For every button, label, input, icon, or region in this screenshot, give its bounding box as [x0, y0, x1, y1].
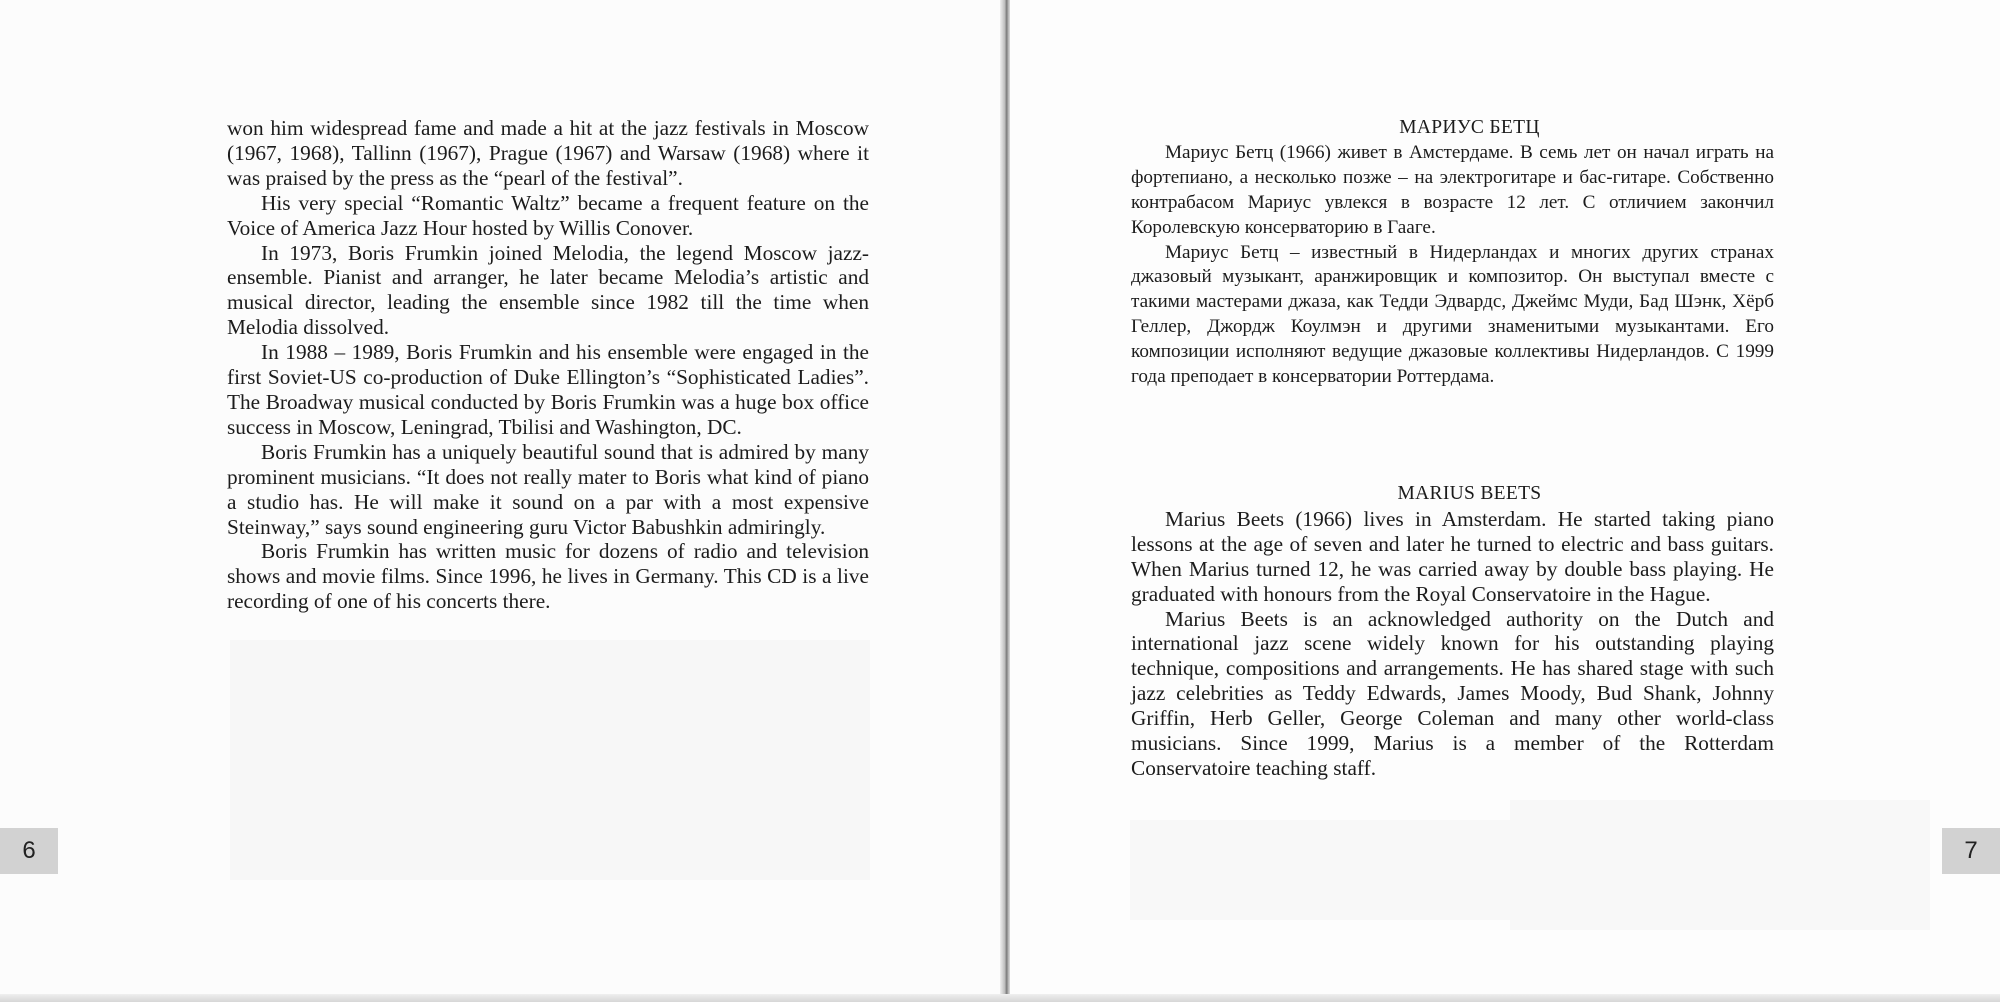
show-through-shadow — [230, 640, 870, 880]
paragraph: Marius Beets is an acknowledged authority on the Dutch and international jazz scene widely known for his outstanding playing technique, compositions and arrangements. He has shared stage with such jazz celebrities as Teddy Edwards, James Moody, Bud Shank, Johnny Griffin, Herb Geller, George Coleman and many other world-class musicians. Since 1999, Marius is a member of the Rotterdam Conservatoire teaching staff. — [1131, 606, 1774, 780]
page-number-left: 6 — [0, 828, 58, 874]
paragraph: In 1988 – 1989, Boris Frumkin and his ensemble were engaged in the first Soviet-US co-production of Duke Ellington’s “Sophisticated Ladies”. The Broadway musical conducted by Boris Frumkin was a huge box office success in Moscow, Leningrad, Tbilisi and Washington, DC. — [227, 340, 869, 439]
paragraph: Marius Beets (1966) lives in Amsterdam. He started taking piano lessons at the age of seven and later he turned to electric and bass guitars. When Marius turned 12, he was carried away by double bass playing. He graduated with honours from the Royal Conservatoire in the Hague. — [1131, 506, 1774, 606]
paragraph: won him widespread fame and made a hit at the jazz festivals in Moscow (1967, 1968), Tallinn (1967), Prague (1967) and Warsaw (1968) where it was praised by the press as the “pearl of the festival”. — [227, 116, 869, 190]
english-heading: MARIUS BEETS — [1397, 483, 1542, 504]
show-through-shadow — [1510, 800, 1930, 930]
paragraph: Boris Frumkin has written music for dozens of radio and television shows and movie films. Since 1996, he lives in Germany. This CD is a live recording of one of his concerts there. — [227, 539, 869, 614]
russian-section — [1131, 116, 1774, 390]
paragraph: Мариус Бетц – известный в Нидерландах и многих других странах джазовый музыкант, аранжировщик и композитор. Он выступал вместе с такими мастерами джаза, как Тедди Эдвардс, Джеймс Муди, Бад Шэнк, Хёрб Геллер, Джордж Коулмэн и другими знаменитыми музыкантами. Его композиции исполняют ведущие джазовые коллективы Нидерландов. С 1999 года преподает в консерватории Роттердама. — [1131, 241, 1774, 388]
page-number-right: 7 — [1942, 828, 2000, 874]
english-section — [1131, 482, 1774, 781]
page-bottom-edge — [0, 994, 2000, 1002]
paragraph: His very special “Romantic Waltz” became a frequent feature on the Voice of America Jazz Hour hosted by Willis Conover. — [227, 190, 869, 240]
russian-heading: МАРИУС БЕТЦ — [1399, 117, 1540, 138]
paragraph: In 1973, Boris Frumkin joined Melodia, the legend Moscow jazz-ensemble. Pianist and arranger, he later became Melodia’s artistic and musical director, leading the ensemble since 1982 till the time when Melodia dissolved. — [227, 240, 869, 340]
left-page-text — [227, 116, 869, 614]
show-through-shadow — [1130, 820, 1510, 920]
paragraph: Мариус Бетц (1966) живет в Амстердаме. В семь лет он начал играть на фортепиано, а несколько позже – на электрогитаре и бас-гитаре. Собственно контрабасом Мариус увлекся в возрасте 12 лет. С отличием закончил Королевскую консерваторию в Гааге. — [1131, 141, 1774, 238]
paragraph: Boris Frumkin has a uniquely beautiful sound that is admired by many prominent musicians. “It does not really mater to Boris what kind of piano a studio has. He will make it sound on a par with a most expensive Steinway,” says sound engineering guru Victor Babushkin admiringly. — [227, 439, 869, 539]
